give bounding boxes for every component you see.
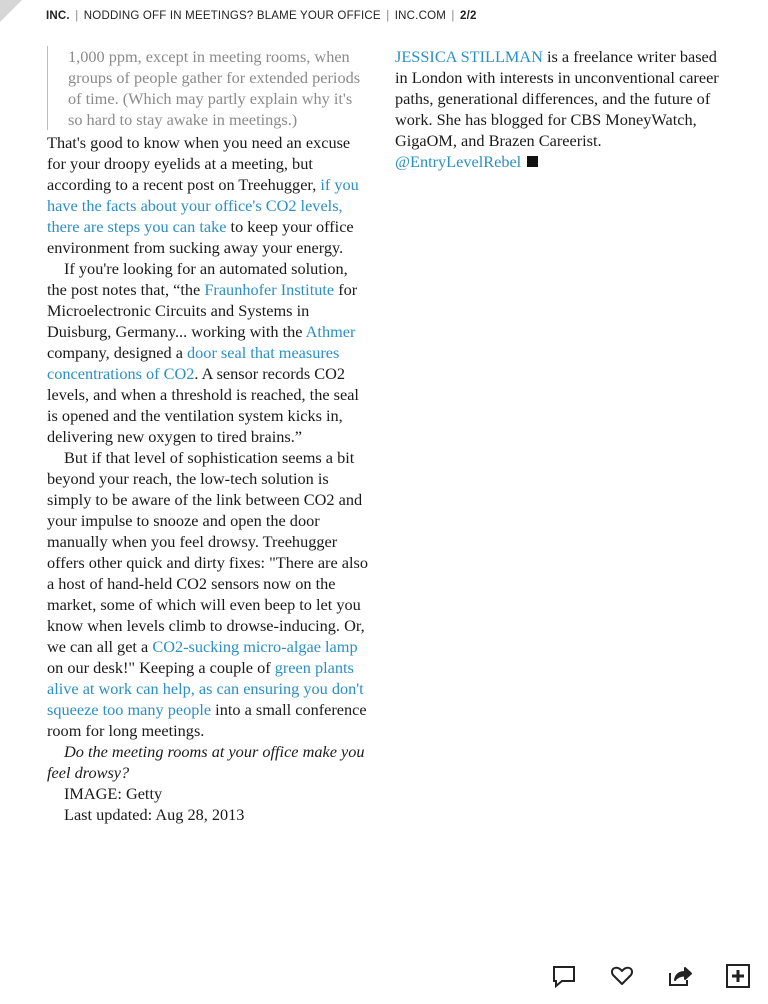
- twitter-handle-link[interactable]: @EntryLevelRebel: [395, 152, 522, 171]
- share-icon: [667, 964, 693, 988]
- comment-button[interactable]: [550, 962, 578, 990]
- comment-icon: [552, 964, 576, 988]
- paragraph-3: But if that level of sophistication seems a bit beyond your reach, the low-tech solution is simply to be aware of the link between CO2 and your impulse to snooze and open the door manually when you feel drowsy. Treehugger offers other quick and dirty fixes: "There are also a host of hand-held CO2 sensors now on the market, some of which will even beep to let you know when levels climb to drowse-inducing. Or, we can all get a CO2-sucking micro-algae lamp on our desk!" Keeping a couple of green plants alive at work can help, as can ensuring you don't squeeze too many people into a small conference room for long meetings.: [47, 448, 368, 740]
- share-button[interactable]: [666, 962, 694, 990]
- brand-label: INC.: [46, 10, 70, 22]
- link-co2-steps[interactable]: if you have the facts about your office's CO2 levels, there are steps you can take: [47, 175, 359, 236]
- page-indicator: 2/2: [460, 10, 477, 22]
- add-icon: [725, 963, 751, 989]
- heart-icon: [610, 964, 634, 988]
- end-mark: [527, 156, 538, 167]
- bio-text: is a freelance writer based in London with interests in unconventional career paths, generational differences, and the future of work. She has blogged for CBS MoneyWatch, GigaOM, and Brazen Careerist.: [395, 47, 719, 150]
- author-link[interactable]: JESSICA STILLMAN: [395, 47, 543, 66]
- bottom-toolbar: [550, 962, 752, 990]
- paragraph-1: That's good to know when you need an excuse for your droopy eyelids at a meeting, but according to a recent post on Treehugger, if you have the facts about your office's CO2 levels, there are steps you can take to keep your office environment from sucking away your energy.: [47, 133, 359, 257]
- page-corner-fold[interactable]: [0, 0, 22, 22]
- like-button[interactable]: [608, 962, 636, 990]
- left-column: [47, 44, 369, 825]
- link-athmer[interactable]: Athmer: [305, 322, 356, 341]
- add-button[interactable]: [724, 962, 752, 990]
- link-door-seal[interactable]: door seal that measures concentrations of CO2: [47, 343, 340, 383]
- paragraph-2: If you're looking for an automated solution, the post notes that, “the Fraunhofer Institute for Microelectronic Circuits and Systems in Duisburg, Germany... working with the Athmer company, designed a door seal that measures concentrations of CO2. A sensor records CO2 levels, and when a threshold is reached, the seal is opened and the ventilation system kicks in, delivering new oxygen to tired brains.”: [47, 259, 359, 446]
- link-algae-lamp[interactable]: CO2-sucking micro-algae lamp: [152, 637, 358, 656]
- link-fraunhofer[interactable]: Fraunhofer Institute: [204, 280, 335, 299]
- header-title: NODDING OFF IN MEETINGS? BLAME YOUR OFFICE: [83, 10, 381, 22]
- closing-question: Do the meeting rooms at your office make you feel drowsy?: [47, 742, 365, 782]
- article-header: INC. | NODDING OFF IN MEETINGS? BLAME YOUR OFFICE | INC.COM | 2/2: [46, 10, 477, 22]
- last-updated: Last updated: Aug 28, 2013: [64, 805, 245, 824]
- pull-quote: 1,000 ppm, except in meeting rooms, when groups of people gather for extended periods of time. (Which may partly explain why it's so hard to stay awake in meetings.): [47, 46, 369, 130]
- image-credit: IMAGE: Getty: [64, 784, 163, 803]
- header-site: INC.COM: [394, 10, 447, 22]
- author-bio: [395, 46, 720, 172]
- link-green-plants[interactable]: green plants alive at work can help, as can ensuring you don't squeeze too many people: [47, 658, 364, 719]
